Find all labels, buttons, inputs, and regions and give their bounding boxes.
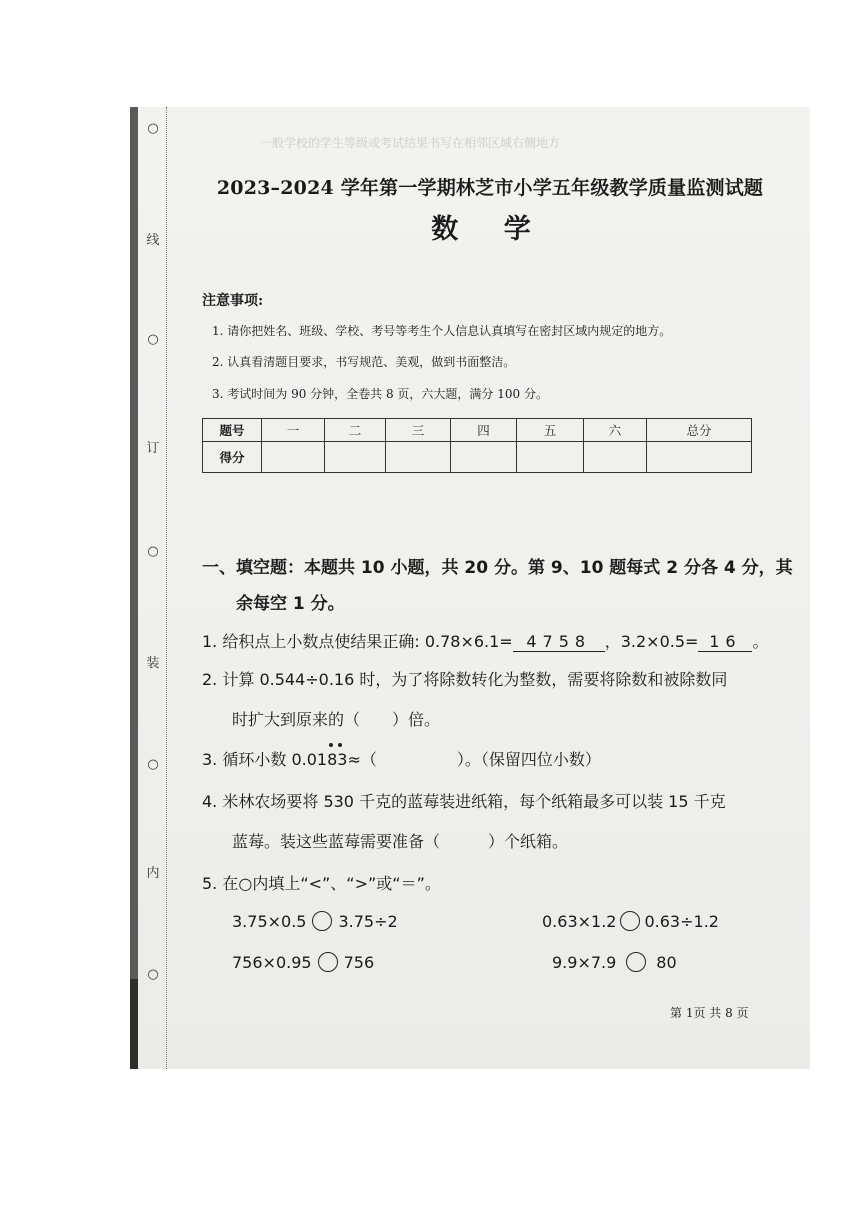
section-heading-cont: 余每空 1 分。 (236, 594, 345, 614)
binding-mark: ○ (147, 757, 159, 772)
answer-blank[interactable]: 4758 (513, 632, 605, 652)
score-header-cell: 一 (262, 419, 325, 442)
question-2-cont: 时扩大到原来的（ ）倍。 (232, 710, 441, 729)
subject-title: 数 学 (431, 214, 549, 245)
question-1: 1. 给积点上小数点使结果正确: 0.78×6.1= 4758 ，3.2×0.5= 16 。 (202, 632, 769, 651)
compare-circle[interactable] (312, 911, 332, 931)
exam-title: 2023–2024 学年第一学期林芝市小学五年级教学质量监测试题 (216, 177, 764, 199)
score-header-cell: 总分 (647, 419, 752, 442)
compare-item: 0.63×1.2 0.63÷1.2 (542, 912, 719, 931)
note-item: 1. 请你把姓名、班级、学校、考号等考生个人信息认真填写在密封区域内规定的地方。 (212, 324, 672, 338)
score-header-cell: 五 (517, 419, 584, 442)
score-cell[interactable] (647, 442, 752, 473)
score-header-cell: 三 (386, 419, 451, 442)
note-item: 2. 认真看清题目要求，书写规范、美观，做到书面整洁。 (212, 355, 516, 369)
score-row-label: 得分 (203, 442, 262, 473)
binding-mark: 订 (146, 441, 160, 456)
notes-heading: 注意事项: (202, 293, 264, 309)
repeating-digits: 83 (327, 750, 347, 769)
score-cell[interactable] (517, 442, 584, 473)
binding-mark: 装 (146, 656, 160, 671)
exam-photo (130, 107, 810, 1069)
question-4-cont: 蓝莓。装这些蓝莓需要准备（ ）个纸箱。 (232, 832, 569, 851)
compare-item: 3.75×0.5 3.75÷2 (232, 912, 398, 931)
compare-item: 9.9×7.9 80 (552, 953, 677, 972)
score-header-cell: 题号 (203, 419, 262, 442)
score-table (202, 418, 752, 473)
compare-item: 756×0.95 756 (232, 953, 375, 972)
binding-mark: 内 (146, 866, 160, 881)
question-3: 3. 循环小数 0.01 83≈（ ）。（保留四位小数） (202, 747, 601, 770)
page-footer: 第 1页 共 8 页 (670, 1006, 749, 1020)
compare-circle[interactable] (620, 911, 640, 931)
note-item: 3. 考试时间为 90 分钟，全卷共 8 页，六大题，满分 100 分。 (212, 387, 548, 401)
section-heading: 一、填空题：本题共 10 小题，共 20 分。第 9、10 题每式 2 分各 4 分，其 (202, 558, 793, 578)
score-cell[interactable] (262, 442, 325, 473)
binding-mark: ○ (147, 332, 159, 347)
score-cell[interactable] (451, 442, 517, 473)
compare-circle[interactable] (626, 952, 646, 972)
compare-circle[interactable] (318, 952, 338, 972)
question-5: 5. 在○内填上“<”、“>”或“＝”。 (202, 874, 441, 893)
binding-mark: ○ (147, 967, 159, 982)
score-header-cell: 二 (325, 419, 386, 442)
exam-page (130, 107, 810, 1069)
answer-blank[interactable]: 16 (698, 632, 752, 652)
score-cell[interactable] (386, 442, 451, 473)
score-header-cell: 四 (451, 419, 517, 442)
score-cell[interactable] (325, 442, 386, 473)
score-cell[interactable] (584, 442, 647, 473)
score-header-cell: 六 (584, 419, 647, 442)
bleed-through-text: 一般学校的学生等级或考试结果书写在相邻区域右侧地方 (260, 136, 561, 150)
question-4: 4. 米林农场要将 530 千克的蓝莓装进纸箱，每个纸箱最多可以装 15 千克 (202, 792, 726, 811)
question-2: 2. 计算 0.544÷0.16 时，为了将除数转化为整数，需要将除数和被除数同 (202, 670, 728, 689)
binding-mark: 线 (146, 233, 160, 248)
binding-mark: ○ (147, 121, 159, 136)
binding-mark: ○ (147, 544, 159, 559)
